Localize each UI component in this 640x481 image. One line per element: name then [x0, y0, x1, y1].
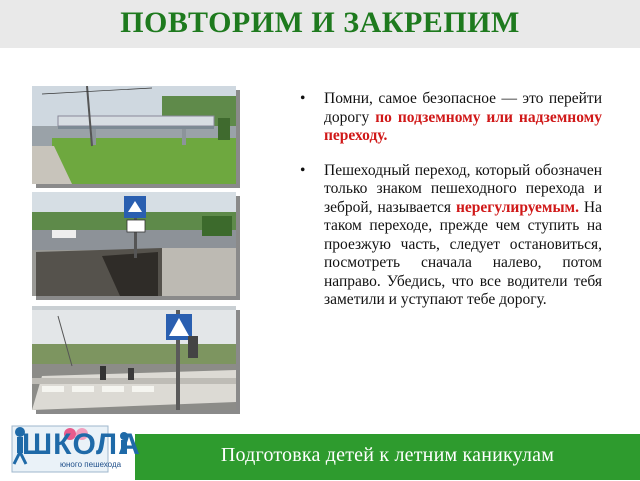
bullet-marker: • — [300, 161, 306, 179]
bullet-text: Помни, самое безопасное — это перейти дорогу — [324, 90, 602, 126]
bullet-item — [300, 90, 602, 146]
bullet-list — [300, 90, 602, 310]
bullet-highlight: нерегулируемым. — [455, 198, 579, 216]
footer-text: Подготовка детей к летним каникулам — [220, 444, 555, 466]
bullet-item — [300, 162, 602, 310]
pedestrian-overpass-photo — [32, 86, 236, 184]
bullet-marker: • — [300, 90, 306, 107]
logo-word: ШКОЛА — [22, 428, 141, 461]
bullet-text: Пешеходный переход, который обозначен только знаком пешеходного перехода и зеброй, называется — [324, 161, 602, 216]
bullet-text-after: На таком переходе, прежде чем ступить на проезжую часть, следует остановиться, посмотреть сначала налево, потом направо. Убедись, что все водители тебя заметили и уступают тебе дорогу. — [324, 198, 603, 308]
slide-title: ПОВТОРИМ И ЗАКРЕПИМ — [120, 6, 520, 39]
underground-crossing-photo — [32, 192, 236, 296]
zebra-crossing-photo — [32, 306, 236, 410]
logo-subtitle: юного пешехода — [60, 460, 122, 469]
school-logo — [8, 424, 141, 476]
bullet-highlight: по подземному или надземному переходу. — [324, 108, 602, 144]
